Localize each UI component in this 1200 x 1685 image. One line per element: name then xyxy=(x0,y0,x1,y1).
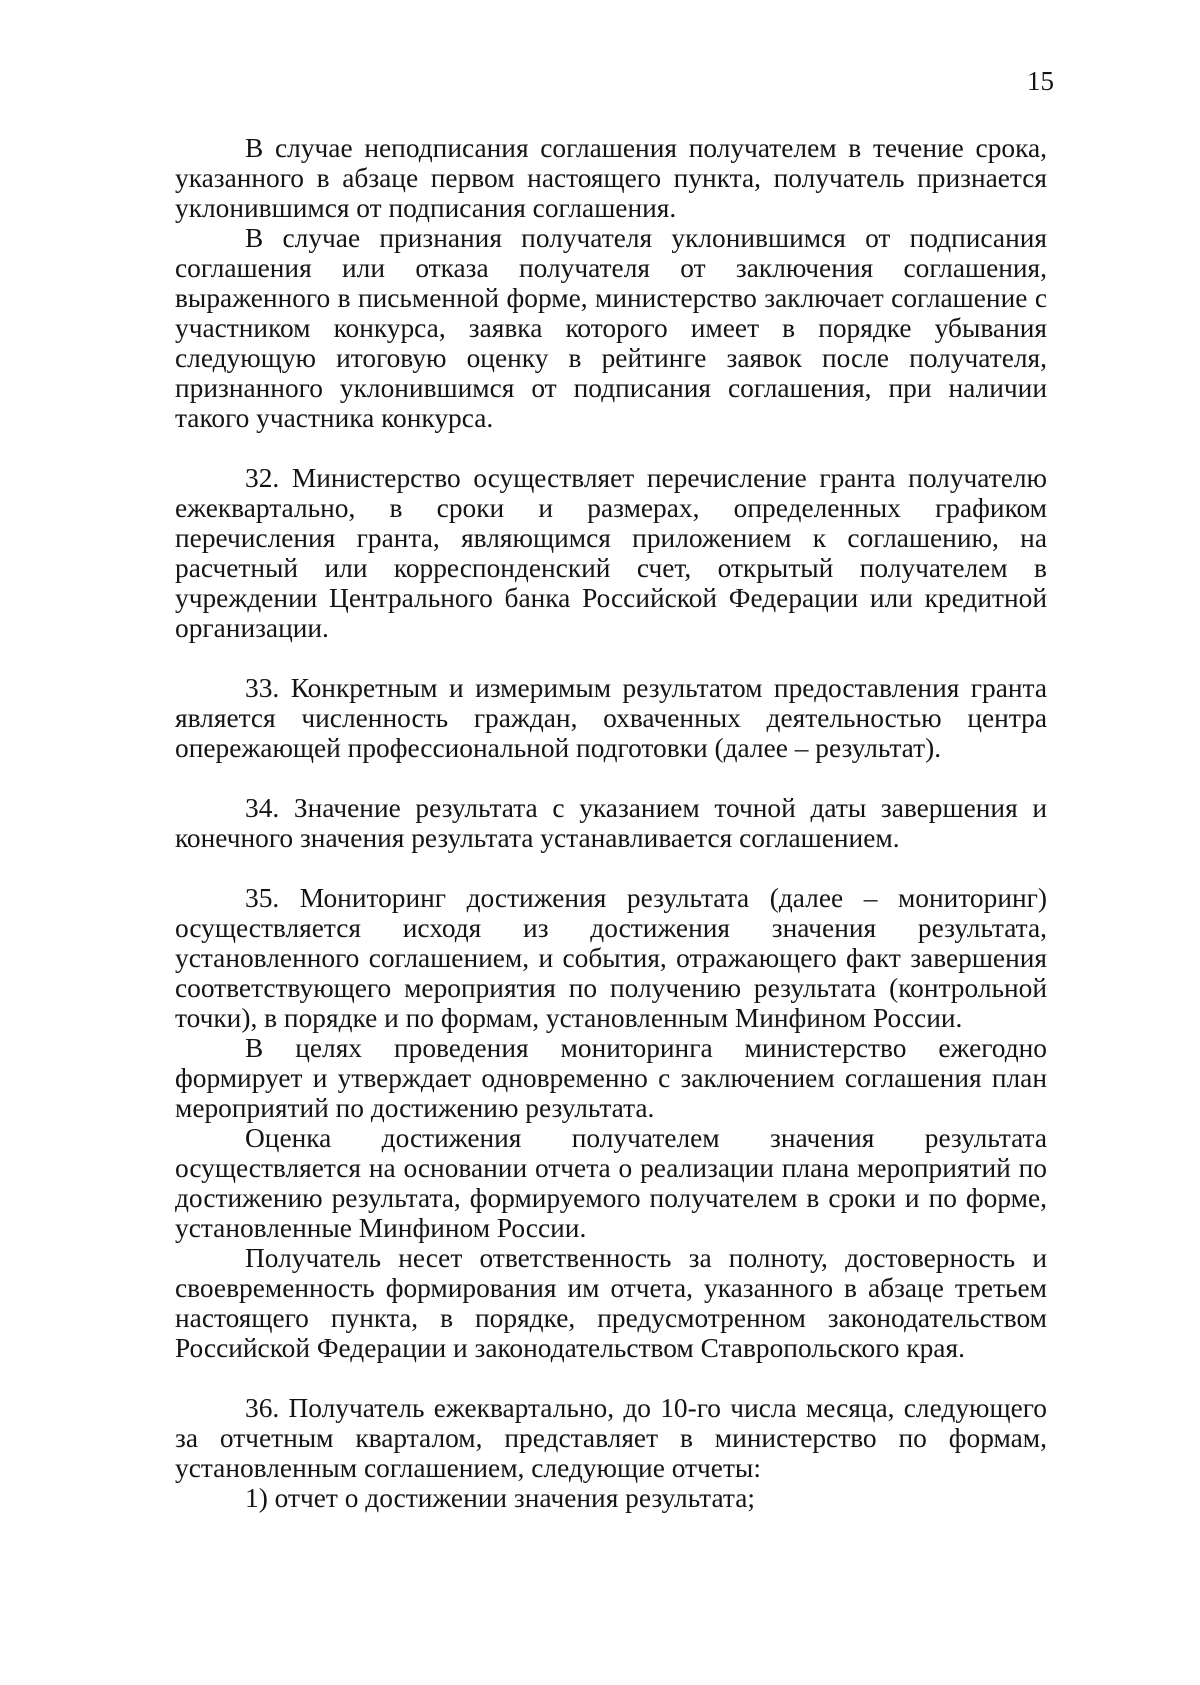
page-number: 15 xyxy=(1027,66,1054,96)
paragraph-gap xyxy=(175,1363,1047,1393)
paragraph-gap xyxy=(175,433,1047,463)
clause-32: 32. Министерство осуществляет перечисление гранта получателю ежеквартально, в сроки и размерах, определенных графиком перечисления гранта, являющимся приложением к соглашению, на расчетный или корреспонденский счет, открытый получателем в учреждении Центрального банка Российской Федерации или кредитной организации. xyxy=(175,463,1047,643)
list-item-1: 1) отчет о достижении значения результата; xyxy=(245,1483,756,1513)
clause-35: 35. Мониторинг достижения результата (далее – мониторинг) осуществляется исходя из достижения значения результата, установленного соглашением, и события, отражающего факт завершения соответствующего мероприятия по получению результата (контрольной точки), в порядке и по формам, установленным Минфином России. xyxy=(175,883,1047,1033)
clause-33: 33. Конкретным и измеримым результатом предоставления гранта является численность граждан, охваченных деятельностью центра опережающей профессиональной подготовки (далее – результат). xyxy=(175,673,1047,763)
paragraph-gap xyxy=(175,853,1047,883)
paragraph-assessment: Оценка достижения получателем значения результата осуществляется на основании отчета о реализации плана мероприятий по достижению результата, формируемого получателем в сроки и по форме, установленные Минфином России. xyxy=(175,1123,1047,1243)
paragraph-monitoring-plan: В целях проведения мониторинга министерство ежегодно формирует и утверждает одновременно с заключением соглашения план мероприятий по достижению результата. xyxy=(175,1033,1047,1123)
paragraph-gap xyxy=(175,763,1047,793)
document-body xyxy=(175,133,1047,1513)
clause-34: 34. Значение результата с указанием точной даты завершения и конечного значения результата устанавливается соглашением. xyxy=(175,793,1047,853)
paragraph-gap xyxy=(175,643,1047,673)
paragraph-responsibility: Получатель несет ответственность за полноту, достоверность и своевременность формирования им отчета, указанного в абзаце третьем настоящего пункта, в порядке, предусмотренном законодательством Российской Федерации и законодательством Ставропольского края. xyxy=(175,1243,1047,1363)
paragraph-evasion: В случае признания получателя уклонившимся от подписания соглашения или отказа получателя от заключения соглашения, выраженного в письменной форме, министерство заключает соглашение с участником конкурса, заявка которого имеет в порядке убывания следующую итоговую оценку в рейтинге заявок после получателя, признанного уклонившимся от подписания соглашения, при наличии такого участника конкурса. xyxy=(175,223,1047,433)
clause-36: 36. Получатель ежеквартально, до 10-го числа месяца, следующего за отчетным кварталом, представляет в министерство по формам, установленным соглашением, следующие отчеты: xyxy=(175,1393,1047,1483)
paragraph-unsigned-agreement: В случае неподписания соглашения получателем в течение срока, указанного в абзаце первом настоящего пункта, получатель признается уклонившимся от подписания соглашения. xyxy=(175,133,1047,223)
